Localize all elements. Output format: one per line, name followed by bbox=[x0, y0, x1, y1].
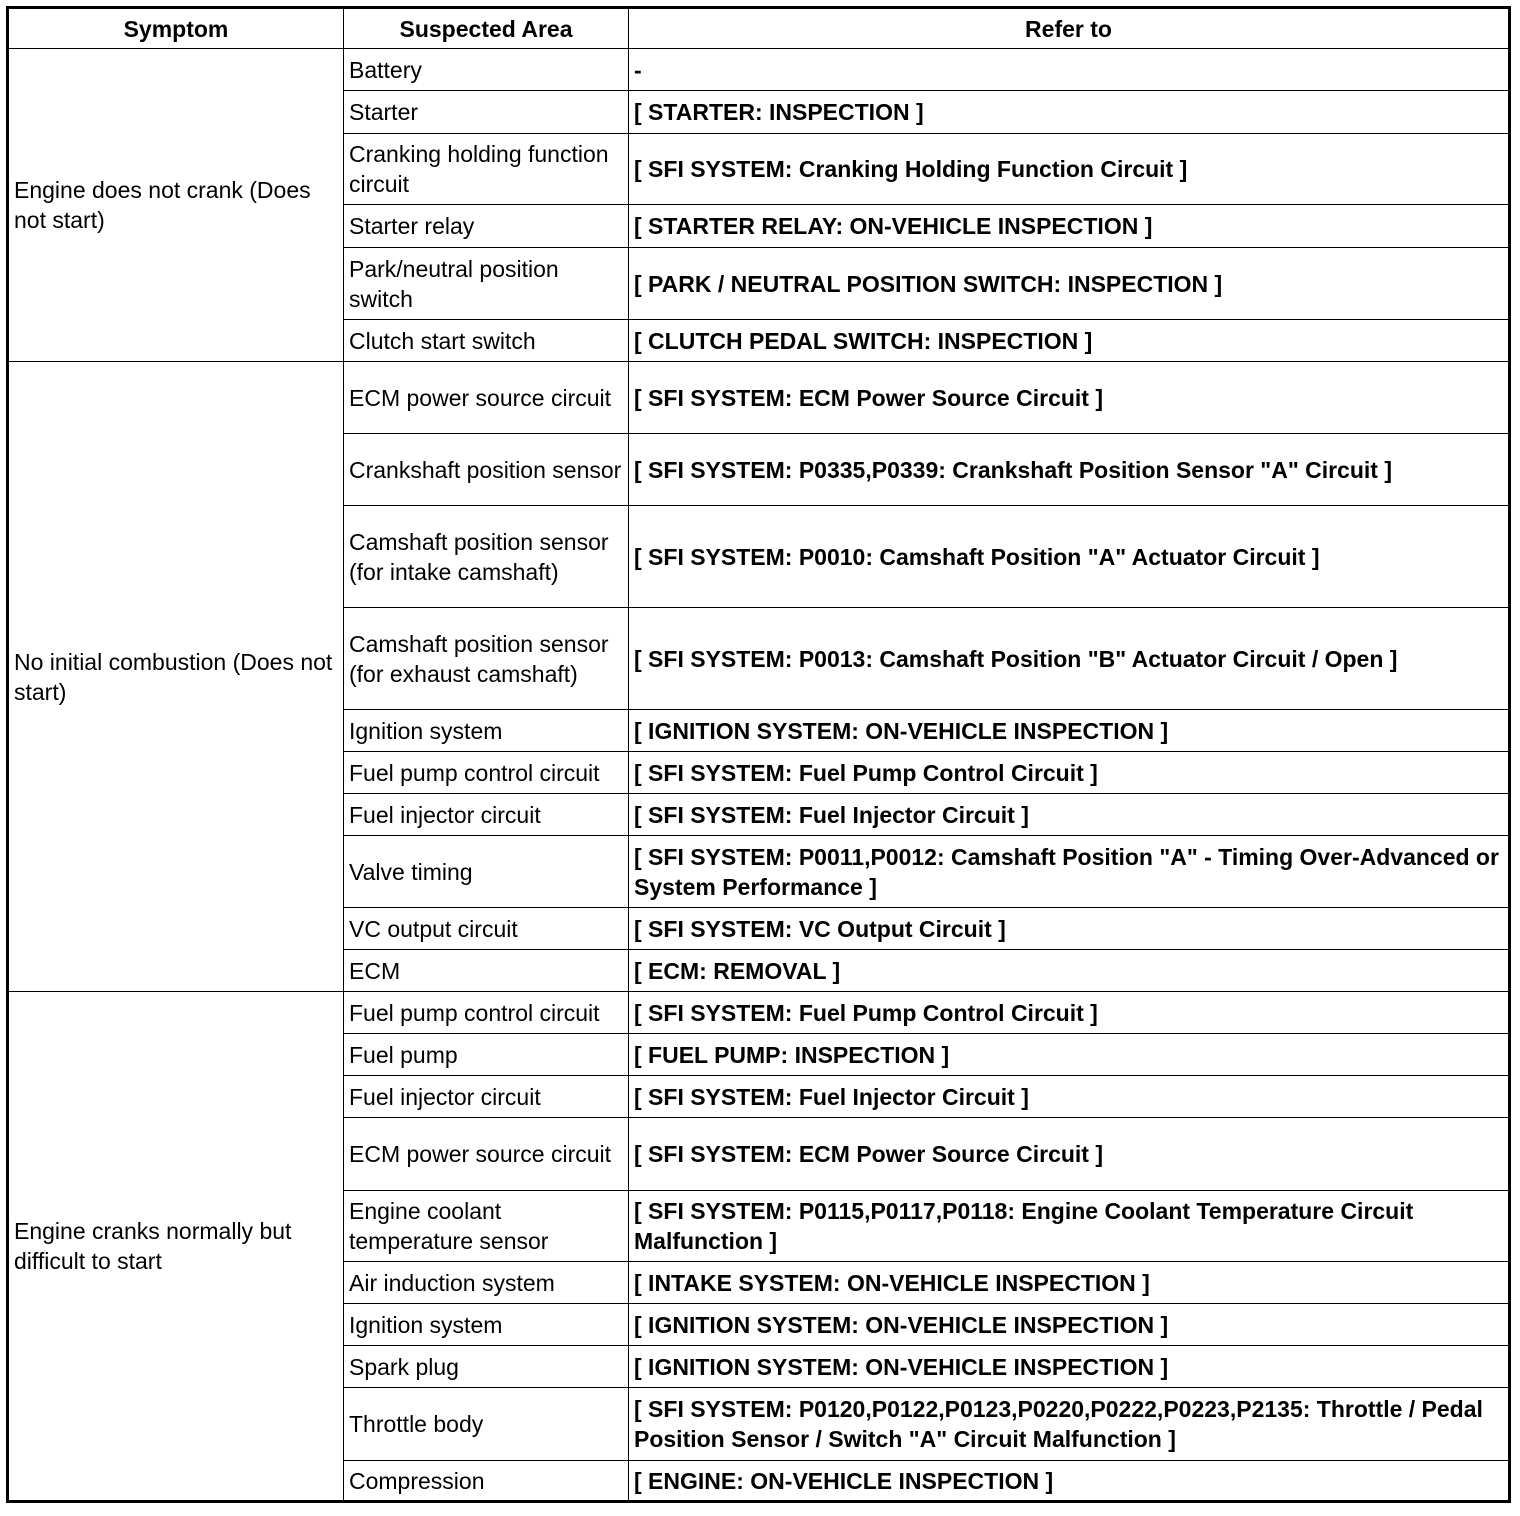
refer-to-cell: [ CLUTCH PEDAL SWITCH: INSPECTION ] bbox=[629, 320, 1510, 362]
troubleshooting-table bbox=[6, 6, 1511, 1503]
suspected-area-cell: Spark plug bbox=[344, 1346, 629, 1388]
suspected-area-cell: Compression bbox=[344, 1461, 629, 1502]
suspected-area-cell: Fuel pump control circuit bbox=[344, 992, 629, 1034]
refer-to-cell: [ ECM: REMOVAL ] bbox=[629, 950, 1510, 992]
table-row bbox=[8, 49, 1510, 91]
suspected-area-cell: ECM bbox=[344, 950, 629, 992]
suspected-area-cell: Camshaft position sensor (for exhaust camshaft) bbox=[344, 608, 629, 710]
header-suspected-area: Suspected Area bbox=[344, 8, 629, 49]
suspected-area-cell: Fuel pump control circuit bbox=[344, 752, 629, 794]
table-row bbox=[8, 362, 1510, 434]
suspected-area-cell: Starter bbox=[344, 91, 629, 134]
suspected-area-cell: Ignition system bbox=[344, 710, 629, 752]
suspected-area-cell: Throttle body bbox=[344, 1388, 629, 1461]
symptom-cell: Engine does not crank (Does not start) bbox=[8, 49, 344, 362]
header-refer-to: Refer to bbox=[629, 8, 1510, 49]
suspected-area-cell: Fuel pump bbox=[344, 1034, 629, 1076]
suspected-area-cell: Clutch start switch bbox=[344, 320, 629, 362]
suspected-area-cell: VC output circuit bbox=[344, 908, 629, 950]
refer-to-cell: [ SFI SYSTEM: P0010: Camshaft Position "A" Actuator Circuit ] bbox=[629, 506, 1510, 608]
suspected-area-cell: Air induction system bbox=[344, 1262, 629, 1304]
refer-to-cell: [ SFI SYSTEM: VC Output Circuit ] bbox=[629, 908, 1510, 950]
refer-to-cell: [ IGNITION SYSTEM: ON-VEHICLE INSPECTION ] bbox=[629, 1346, 1510, 1388]
refer-to-cell: [ SFI SYSTEM: ECM Power Source Circuit ] bbox=[629, 1118, 1510, 1191]
suspected-area-cell: Ignition system bbox=[344, 1304, 629, 1346]
refer-to-cell: [ STARTER RELAY: ON-VEHICLE INSPECTION ] bbox=[629, 205, 1510, 248]
refer-to-cell: [ SFI SYSTEM: P0013: Camshaft Position "B" Actuator Circuit / Open ] bbox=[629, 608, 1510, 710]
troubleshooting-table-container bbox=[6, 6, 1508, 1503]
suspected-area-cell: Engine coolant temperature sensor bbox=[344, 1191, 629, 1262]
suspected-area-cell: Crankshaft position sensor bbox=[344, 434, 629, 506]
refer-to-cell: [ SFI SYSTEM: ECM Power Source Circuit ] bbox=[629, 362, 1510, 434]
refer-to-cell: [ SFI SYSTEM: Fuel Injector Circuit ] bbox=[629, 1076, 1510, 1118]
refer-to-cell: [ ENGINE: ON-VEHICLE INSPECTION ] bbox=[629, 1461, 1510, 1502]
symptom-cell: No initial combustion (Does not start) bbox=[8, 362, 344, 992]
refer-to-cell: [ SFI SYSTEM: Fuel Pump Control Circuit ] bbox=[629, 752, 1510, 794]
suspected-area-cell: ECM power source circuit bbox=[344, 1118, 629, 1191]
table-row bbox=[8, 992, 1510, 1034]
symptom-cell: Engine cranks normally but difficult to start bbox=[8, 992, 344, 1502]
suspected-area-cell: Cranking holding function circuit bbox=[344, 134, 629, 205]
refer-to-cell: [ IGNITION SYSTEM: ON-VEHICLE INSPECTION ] bbox=[629, 710, 1510, 752]
refer-to-cell: [ SFI SYSTEM: P0011,P0012: Camshaft Position "A" - Timing Over-Advanced or System Performance ] bbox=[629, 836, 1510, 908]
suspected-area-cell: Battery bbox=[344, 49, 629, 91]
suspected-area-cell: Park/neutral position switch bbox=[344, 248, 629, 320]
header-symptom: Symptom bbox=[8, 8, 344, 49]
refer-to-cell: [ INTAKE SYSTEM: ON-VEHICLE INSPECTION ] bbox=[629, 1262, 1510, 1304]
table-body bbox=[8, 49, 1510, 1502]
refer-to-cell: [ FUEL PUMP: INSPECTION ] bbox=[629, 1034, 1510, 1076]
suspected-area-cell: ECM power source circuit bbox=[344, 362, 629, 434]
suspected-area-cell: Starter relay bbox=[344, 205, 629, 248]
refer-to-cell: [ STARTER: INSPECTION ] bbox=[629, 91, 1510, 134]
suspected-area-cell: Valve timing bbox=[344, 836, 629, 908]
refer-to-cell: [ SFI SYSTEM: Cranking Holding Function Circuit ] bbox=[629, 134, 1510, 205]
refer-to-cell: [ PARK / NEUTRAL POSITION SWITCH: INSPECTION ] bbox=[629, 248, 1510, 320]
refer-to-cell: [ IGNITION SYSTEM: ON-VEHICLE INSPECTION ] bbox=[629, 1304, 1510, 1346]
suspected-area-cell: Fuel injector circuit bbox=[344, 1076, 629, 1118]
refer-to-cell: [ SFI SYSTEM: Fuel Pump Control Circuit ] bbox=[629, 992, 1510, 1034]
refer-to-cell: [ SFI SYSTEM: P0335,P0339: Crankshaft Position Sensor "A" Circuit ] bbox=[629, 434, 1510, 506]
suspected-area-cell: Camshaft position sensor (for intake camshaft) bbox=[344, 506, 629, 608]
header-row bbox=[8, 8, 1510, 49]
suspected-area-cell: Fuel injector circuit bbox=[344, 794, 629, 836]
refer-to-cell: [ SFI SYSTEM: P0115,P0117,P0118: Engine Coolant Temperature Circuit Malfunction ] bbox=[629, 1191, 1510, 1262]
refer-to-cell: [ SFI SYSTEM: Fuel Injector Circuit ] bbox=[629, 794, 1510, 836]
refer-to-cell: - bbox=[629, 49, 1510, 91]
refer-to-cell: [ SFI SYSTEM: P0120,P0122,P0123,P0220,P0222,P0223,P2135: Throttle / Pedal Position Sensor / Switch "A" Circuit Malfunction ] bbox=[629, 1388, 1510, 1461]
